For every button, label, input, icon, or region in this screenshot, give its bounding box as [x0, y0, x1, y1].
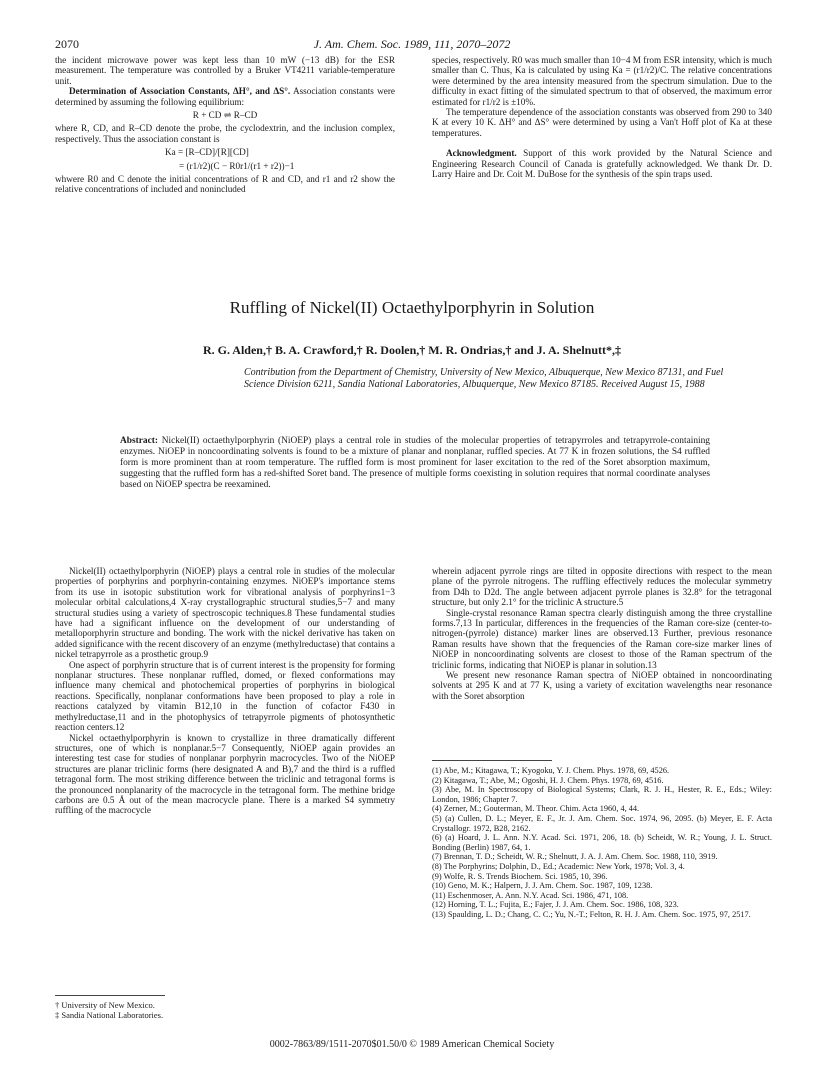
acknowledgment [432, 148, 772, 179]
association-constant-equation: Ka = [R–CD]/[R][CD] [165, 147, 249, 158]
paragraph: the incident microwave power was kept less than 10 mW (−13 dB) for the ESR measurement. The temperature was controlled by a Bruker VT4211 variable-temperature unit. [55, 55, 395, 86]
abstract [120, 436, 710, 491]
reference-item: (4) Zerner, M.; Gouterman, M. Theor. Chim. Acta 1960, 4, 44. [432, 804, 640, 814]
references-list [432, 766, 772, 920]
reference-item: (13) Spaulding, L. D.; Chang, C. C.; Yu, N.-T.; Felton, R. H. J. Am. Chem. Soc. 1975, 97, 2517. [432, 909, 751, 919]
page-footer: 0002-7863/89/1511-2070$01.50/0 © 1989 American Chemical Society [269, 1039, 555, 1050]
paragraph: One aspect of porphyrin structure that is of current interest is the propensity for forming nonplanar structures. These nonplanar ruffled, domed, or flexed conformations may influence many chemical and photochemical properties of porphyrins in biological reactions. Specifically, nonplanar conformations have been proposed to play a role in reactions catalyzed by vitamin B12,10 in the function of cofactor F430 in methylreductase,11 and in the photophysics of tetrapyrrole pigments of photosynthetic reaction centers.12 [55, 659, 395, 733]
abstract-label: Abstract: [120, 436, 159, 446]
paragraph: whwere R0 and C denote the initial concentrations of R and CD, and r1 and r2 show the relative concentrations of included and nonincluded [55, 174, 395, 195]
paragraph: where R, CD, and R–CD denote the probe, the cyclodextrin, and the inclusion complex, respectively. Thus the association constant is [55, 123, 395, 144]
section-heading: Determination of Association Constants, ΔH°, and ΔS°. [69, 86, 291, 97]
footnote-item: † University of New Mexico. [55, 1000, 155, 1010]
prev-article-column-right [432, 55, 772, 179]
reference-item: (11) Eschenmoser, A. Ann. N.Y. Acad. Sci. 1986, 471, 108. [432, 890, 629, 900]
paragraph: Single-crystal resonance Raman spectra clearly distinguish among the three crystalline forms.7,13 In particular, differences in the frequencies of the Raman core-size (center-to-nitrogen-(pyrrole) distance) marker lines are observed.13 Further, previous resonance Raman results have shown that the frequencies of the Raman core-size marker lines of NiOEP in noncoordinating solvents are closest to those of the Raman spectrum of the triclinic forms, indicating that NiOEP is planar in solution.13 [432, 607, 772, 670]
abstract-text: Nickel(II) octaethylporphyrin (NiOEP) plays a central role in studies of the molecular properties of tetrapyrroles and tetrapyrrole-containing enzymes. NiOEP in noncoordinating solvents is found to be a mixture of planar and nonplanar, ruffled species. At 77 K in frozen solutions, the S4 ruffled form is more prominent than at room temperature. The ruffled form is most prominent for laser excitation to the red of the Soret absorption maximum, suggesting that the ruffled form has a red-shifted Soret band. The presence of multiple forms coexisting in solution requires that normal coordinate analyses based on NiOEP spectra be reexamined. [120, 436, 710, 490]
equilibrium-equation: R + CD ⇌ R–CD [192, 110, 258, 121]
paragraph: The temperature dependence of the association constants was observed from 290 to 340 K at every 10 K. ΔH° and ΔS° were determined by using a Van't Hoff plot of Ka at these temperatures. [432, 107, 772, 138]
page-number: 2070 [55, 37, 79, 51]
article-title: Ruffling of Nickel(II) Octaethylporphyrin in Solution [229, 298, 595, 317]
reference-item: (1) Abe, M.; Kitagawa, T.; Kyogoku, Y. J. Chem. Phys. 1978, 69, 4526. [432, 766, 670, 775]
paragraph [55, 86, 395, 107]
reference-item: (10) Geno, M. K.; Halpern, J. J. Am. Chem. Soc. 1987, 109, 1238. [432, 881, 653, 891]
paragraph: We present new resonance Raman spectra of NiOEP obtained in noncoordinating solvents at 295 K and at 77 K, using a variety of excitation wavelengths near resonance with the Soret absorption [432, 670, 772, 701]
reference-item: (12) Horning, T. L.; Fujita, E.; Fajer, J. J. Am. Chem. Soc. 1986, 108, 323. [432, 900, 679, 910]
reference-item: (8) The Porphyrins; Dolphin, D., Ed.; Academic: New York, 1978; Vol. 3, 4. [432, 861, 685, 871]
reference-item: (2) Kitagawa, T.; Abe, M.; Ogoshi, H. J. Chem. Phys. 1978, 69, 4516. [432, 775, 664, 785]
references-divider [432, 760, 552, 761]
paragraph: Nickel octaethylporphyrin is known to crystallize in three dramatically different structures, one of which is nonplanar.5−7 Consequently, NiOEP again provides an interesting test case for studies of nonplanar porphyrin macrocycles. Two of the NiOEP structures are planar triclinic forms (here designated A and B),7 and the third is a ruffled tetragonal form. The most striking difference between the triclinic and tetragonal forms is the pronounced nonplanarity of the macrocycle in the tetragonal form. The methine bridge carbons are 0.5 Å out of the mean macrocycle plane. There is a marked S4 symmetry ruffling of the macrocycle [55, 732, 395, 816]
footnotes [55, 1000, 355, 1020]
reference-item: (6) (a) Hoard, J. L. Ann. N.Y. Acad. Sci. 1971, 206, 18. (b) Scheidt, W. R.; Young, J. L. Struct. Bonding (Berlin) 1987, 64, 1. [432, 833, 772, 852]
reference-item: (9) Wolfe, R. S. Trends Biochem. Sci. 1985, 10, 396. [432, 871, 608, 881]
contribution-affiliation: Contribution from the Department of Chemistry, University of New Mexico, Albuquerque, New Mexico 87131, and Fuel Science Division 6211, Sandia National Laboratories, Albuquerque, New Mexico 87185. Received August 15, 1988 [244, 367, 724, 390]
paragraph: species, respectively. R0 was much smaller than 10−4 M from ESR intensity, which is much smaller than C. Thus, Ka is calculated by using Ka = (r1/r2)/C. The relative concentrations were determined by the area intensity measured from the spectrum simulation. Due to the difficulty in exact fitting of the simulated spectrum to that of observed, the maximum error estimated for r1/r2 is ±10%. [432, 55, 772, 107]
reference-item: (7) Brennan, T. D.; Scheidt, W. R.; Shelnutt, J. A. J. Am. Chem. Soc. 1988, 110, 3919. [432, 852, 718, 862]
paragraph: Nickel(II) octaethylporphyrin (NiOEP) plays a central role in studies of the molecular properties of porphyrins and porphyrin-containing enzymes. NiOEP's importance stems from its use in isotopic substitution work for vibrational analysis of porphyrins1−3 molecular orbital calculations,4 X-ray crystallographic structural studies,5−7 and many structural studies using a variety of spectroscopic techniques.8 These fundamental studies have had a significant influence on the development of our understanding of metalloporphyrin structure and bonding. The work with the nickel derivative has taken on added significance with the recent discovery of an enzyme (methylreductase) that contains a nickel tetrapyrrole as a prosthetic group.9 [55, 566, 395, 660]
acknowledgment-text: Support of this work provided by the Natural Science and Engineering Research Council of Canada is gratefully acknowledged. We thank Dr. D. Larry Haire and Dr. Coit M. DuBose for the synthesis of the spin traps used. [432, 148, 772, 180]
prev-article-column-left [55, 55, 395, 195]
running-header: J. Am. Chem. Soc. 1989, 111, 2070–2072 [313, 37, 511, 51]
association-constant-equation-cont: = (r1/r2)(C − R0r1/(r1 + r2))−1 [179, 160, 295, 171]
paragraph: wherein adjacent pyrrole rings are tilted in opposite directions with respect to the mean plane of the pyrrole nitrogens. The ruffling effectively reduces the molecular symmetry from D4h to D2d. The angle between adjacent pyrrole planes is 32.8° for the tetragonal structure, but only 2.1° for the triclinic A structure.5 [432, 566, 772, 608]
reference-item: (5) (a) Cullen, D. L.; Meyer, E. F., Jr. J. Am. Chem. Soc. 1974, 96, 2095. (b) Meyer, E. F. Acta Crystallogr. 1972, B28, 2162. [432, 813, 772, 833]
reference-item: (3) Abe, M. In Spectroscopy of Biological Systems; Clark, R. J. H., Hester, R. E., Eds.; Wiley: London, 1986; Chapter 7. [432, 785, 772, 804]
acknowledgment-heading: Acknowledgment. [446, 148, 517, 159]
article-authors: R. G. Alden,† B. A. Crawford,† R. Doolen,† M. R. Ondrias,† and J. A. Shelnutt*,‡ [202, 343, 622, 357]
body-column-left [55, 566, 395, 816]
footnote-item: ‡ Sandia National Laboratories. [55, 1010, 164, 1020]
body-column-right [432, 566, 772, 701]
footnote-divider [55, 995, 165, 996]
paragraph-text: Association constants were determined by assuming the following equilibrium: [55, 86, 395, 107]
